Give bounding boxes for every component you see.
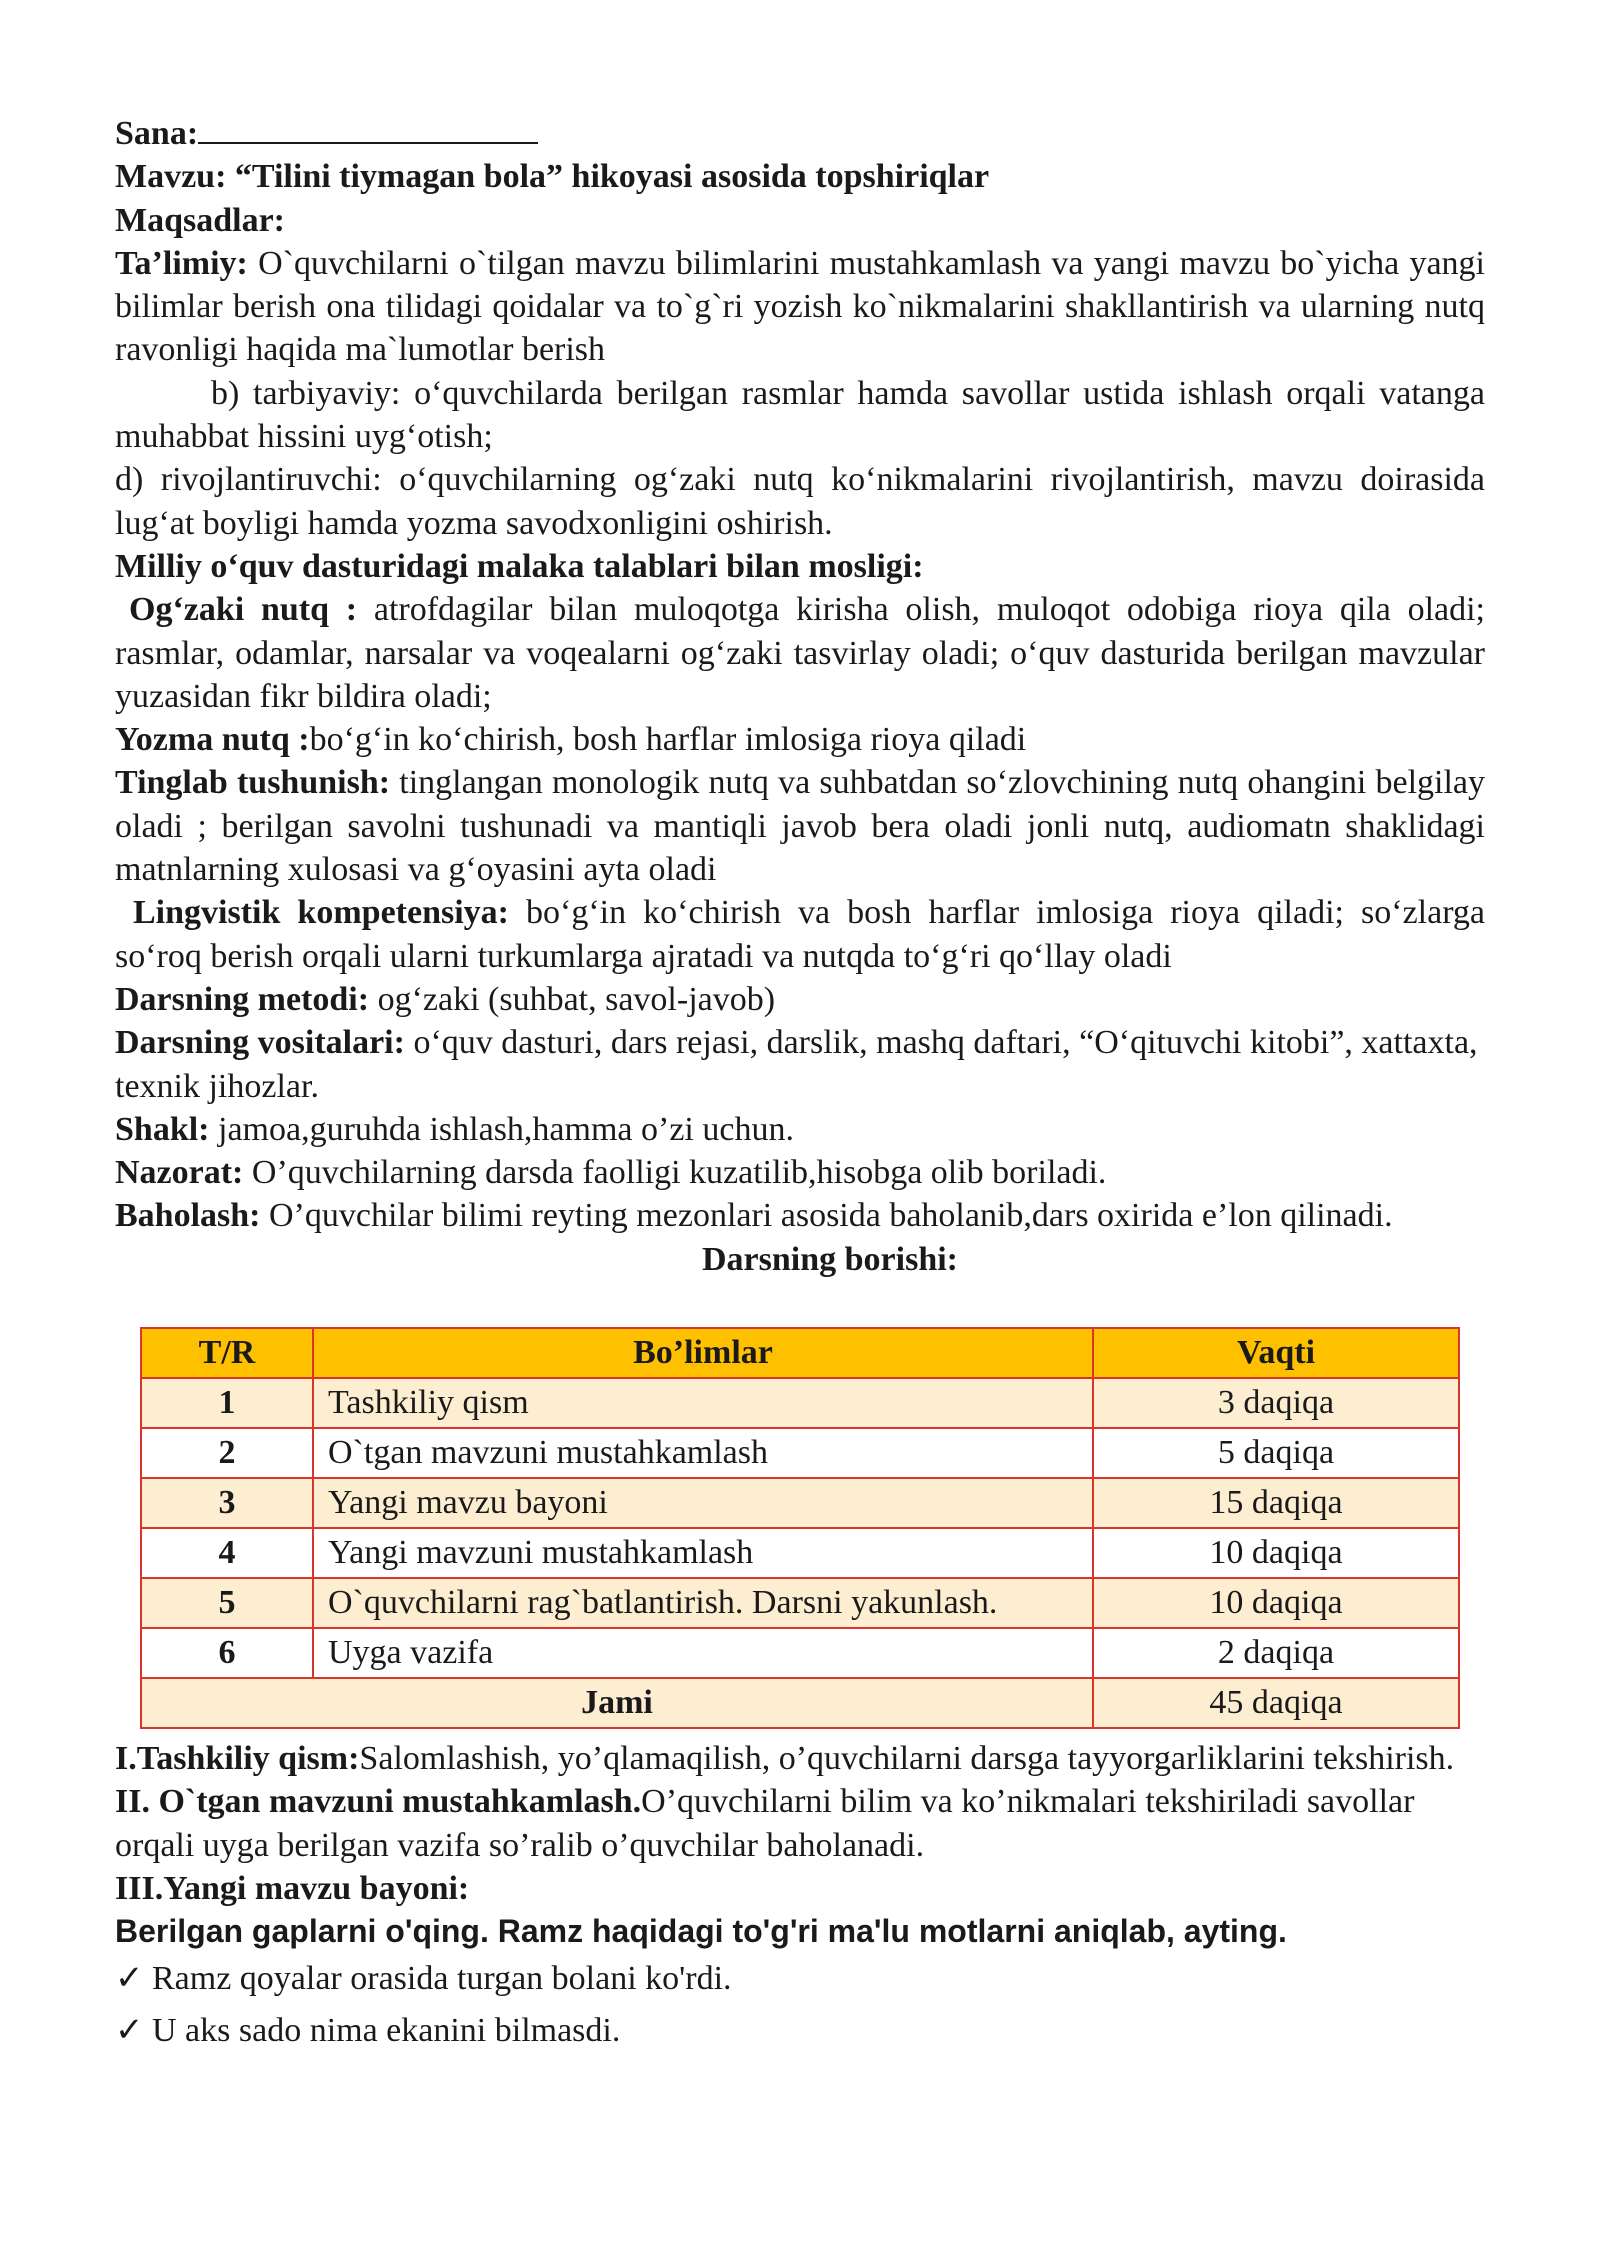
lesson-method xyxy=(115,978,1485,1021)
row-number: 3 xyxy=(141,1478,313,1528)
schedule-header-row xyxy=(141,1328,1459,1378)
list-item xyxy=(115,1953,1485,2005)
listening-label: Tinglab tushunish: xyxy=(115,764,391,802)
schedule-title-text: Darsning borishi: xyxy=(702,1240,958,1278)
goals-heading xyxy=(115,199,1485,242)
lesson-stages xyxy=(115,1737,1485,2057)
table-row xyxy=(141,1428,1459,1478)
written-speech xyxy=(115,718,1485,761)
row-section: Tashkiliy qism xyxy=(313,1378,1093,1428)
check-icon: ✓ xyxy=(115,1960,144,1998)
educational-goal xyxy=(115,242,1485,372)
row-section: Yangi mavzu bayoni xyxy=(313,1478,1093,1528)
row-time: 10 daqiqa xyxy=(1093,1578,1459,1628)
table-row xyxy=(141,1578,1459,1628)
upbringing-goal-text: b) tarbiyaviy: o‘quvchilarda berilgan rasmlar hamda savollar ustida ishlash orqali vatanga muhabbat hissini uyg‘otish; xyxy=(115,374,1485,456)
oral-speech xyxy=(115,588,1485,718)
stage-1-text: Salomlashish, yo’qlamaqilish, o’quvchilarni darsga tayyorgarliklarini tekshirish. xyxy=(359,1740,1455,1777)
upbringing-goal xyxy=(115,372,1485,459)
stage-2-label: II. O`tgan mavzuni mustahkamlash. xyxy=(115,1783,642,1821)
row-number: 2 xyxy=(141,1428,313,1478)
row-time: 10 daqiqa xyxy=(1093,1528,1459,1578)
row-section: O`quvchilarni rag`batlantirish. Darsni yakunlash. xyxy=(313,1578,1093,1628)
listening-text: tinglangan monologik nutq va suhbatdan so‘zlovchining nutq ohangini belgilay oladi ; berilgan savolni tushunadi va mantiqli javob bera oladi jonli nutq, audiomatn shaklidagi matnlarning xulosasi va g‘oyasini ayta oladi xyxy=(115,764,1486,889)
col-header-section: Bo’limlar xyxy=(313,1328,1093,1378)
lesson-control-label: Nazorat: xyxy=(115,1154,244,1192)
col-header-number: T/R xyxy=(141,1328,313,1378)
educational-goal-text: O`quvchilarni o`tilgan mavzu bilimlarini mustahkamlash va yangi mavzu bo`yicha yangi bilimlar berish ona tilidagi qoidalar va to`g`ri yozish ko`nikmalarini shakllantirish va ularning nutq ravonligi haqida ma`lumotlar berish xyxy=(115,244,1486,369)
oral-speech-text: atrofdagilar bilan muloqotga kirisha olish, muloqot odobiga rioya qila oladi; rasmlar, odamlar, narsalar va voqealarni og‘zaki tasvirlay oladi; o‘quv dasturida berilgan mavzular yuzasidan fikr bildira oladi; xyxy=(115,591,1485,715)
row-section: Uyga vazifa xyxy=(313,1628,1093,1678)
row-number: 6 xyxy=(141,1628,313,1678)
total-label: Jami xyxy=(141,1678,1093,1728)
row-number: 1 xyxy=(141,1378,313,1428)
row-time: 15 daqiqa xyxy=(1093,1478,1459,1528)
lesson-tools xyxy=(115,1021,1485,1108)
lesson-method-text: og‘zaki (suhbat, savol-javob) xyxy=(377,980,776,1018)
total-row xyxy=(141,1678,1459,1728)
lesson-plan-page xyxy=(115,112,1485,1281)
developmental-goal-text: d) rivojlantiruvchi: o‘quvchilarning og‘zaki nutq ko‘nikmalarini rivojlantirish, mavzu doirasida lug‘at boyligi hamda yozma savodxonligini oshirish. xyxy=(115,461,1485,542)
lesson-method-label: Darsning metodi: xyxy=(115,980,370,1018)
stage-2 xyxy=(115,1780,1485,1867)
date-blank xyxy=(198,112,538,144)
linguistic-competence-text: bo‘g‘in ko‘chirish va bosh harflar imlosiga rioya qiladi; so‘zlarga so‘roq berish orqali ularni turkumlarga ajratadi va nutqda to‘g‘ri qo‘llay oladi xyxy=(115,894,1485,975)
schedule-title xyxy=(115,1238,1485,1281)
topic-label: Mavzu: xyxy=(115,158,227,196)
check-icon: ✓ xyxy=(115,2012,144,2050)
row-number: 5 xyxy=(141,1578,313,1628)
listening xyxy=(115,761,1485,891)
task-instruction xyxy=(115,1910,1485,1953)
date-line xyxy=(115,112,1485,155)
linguistic-competence xyxy=(115,891,1485,978)
table-row xyxy=(141,1478,1459,1528)
educational-goal-label: Ta’limiy: xyxy=(115,244,248,282)
lesson-assessment-text: O’quvchilar bilimi reyting mezonlari asosida baholanib,dars oxirida e’lon qilinadi. xyxy=(269,1197,1393,1235)
topic-text: “Tilini tiymagan bola” hikoyasi asosida topshiriqlar xyxy=(234,158,990,196)
date-label: Sana: xyxy=(115,115,199,152)
lesson-assessment-label: Baholash: xyxy=(115,1197,261,1235)
list-item-text: U aks sado nima ekanini bilmasdi. xyxy=(152,2012,621,2050)
stage-2-text: O’quvchilarni bilim va ko’nikmalari tekshiriladi savollar orqali uyga berilgan vazifa so’ralib o’quvchilar baholanadi. xyxy=(115,1783,1415,1864)
lesson-tools-label: Darsning vositalari: xyxy=(115,1024,405,1062)
table-row xyxy=(141,1378,1459,1428)
stage-3 xyxy=(115,1867,1485,1910)
row-time: 3 daqiqa xyxy=(1093,1378,1459,1428)
stage-1 xyxy=(115,1737,1485,1780)
lesson-form-label: Shakl: xyxy=(115,1110,210,1148)
row-section: Yangi mavzuni mustahkamlash xyxy=(313,1528,1093,1578)
schedule-table xyxy=(140,1327,1460,1729)
row-time: 5 daqiqa xyxy=(1093,1428,1459,1478)
task-instruction-text: Berilgan gaplarni o'qing. Ramz haqidagi to'g'ri ma'lu motlarni aniqlab, ayting. xyxy=(115,1913,1287,1950)
lesson-assessment xyxy=(115,1194,1485,1237)
stage-1-label: I.Tashkiliy qism: xyxy=(115,1740,360,1777)
written-speech-text: bo‘g‘in ko‘chirish, bosh harflar imlosiga rioya qiladi xyxy=(309,721,1027,759)
row-time: 2 daqiqa xyxy=(1093,1628,1459,1678)
standards-heading-text: Milliy o‘quv dasturidagi malaka talablari bilan mosligi: xyxy=(115,547,924,585)
stage-3-label: III.Yangi mavzu bayoni: xyxy=(115,1869,470,1907)
lesson-form xyxy=(115,1108,1485,1151)
linguistic-competence-label: Lingvistik kompetensiya: xyxy=(133,894,509,932)
col-header-time: Vaqti xyxy=(1093,1328,1459,1378)
lesson-control xyxy=(115,1151,1485,1194)
oral-speech-label: Og‘zaki nutq : xyxy=(129,591,358,629)
topic-line xyxy=(115,155,1485,198)
row-number: 4 xyxy=(141,1528,313,1578)
developmental-goal xyxy=(115,458,1485,545)
written-speech-label: Yozma nutq : xyxy=(115,721,310,759)
lesson-control-text: O’quvchilarning darsda faolligi kuzatilib,hisobga olib boriladi. xyxy=(251,1154,1107,1192)
lesson-form-text: jamoa,guruhda ishlash,hamma o’zi uchun. xyxy=(218,1110,794,1148)
standards-heading xyxy=(115,545,1485,588)
table-row xyxy=(141,1528,1459,1578)
lesson-tools-text: o‘quv dasturi, dars rejasi, darslik, mashq daftari, “O‘qituvchi kitobi”, xattaxta, texnik jihozlar. xyxy=(115,1024,1478,1105)
list-item xyxy=(115,2005,1485,2057)
list-item-text: Ramz qoyalar orasida turgan bolani ko'rdi. xyxy=(152,1960,732,1998)
row-section: O`tgan mavzuni mustahkamlash xyxy=(313,1428,1093,1478)
table-row xyxy=(141,1628,1459,1678)
total-time: 45 daqiqa xyxy=(1093,1678,1459,1728)
goals-heading-text: Maqsadlar: xyxy=(115,201,285,239)
